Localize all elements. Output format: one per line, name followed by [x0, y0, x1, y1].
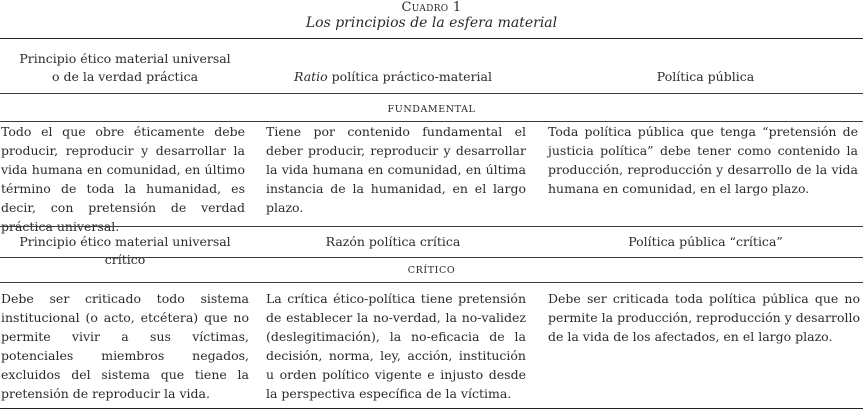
cell-principio-critico: Debe ser criticado todo sistema institucional (o acto, etcétera) que no permite vivir a sus víctimas, potenciales miembros negados, excluidos del sistema que tiene la pretensión de reproducir la vida. [1, 291, 249, 401]
header-razon-critica: Razón política crítica [325, 234, 461, 249]
rule-below-critico [0, 282, 863, 283]
header-principio-material-line2: o de la verdad práctica [51, 69, 199, 84]
top-rule [0, 38, 863, 39]
cell-politica-publica: Toda política pública que tenga “pretensión de justicia política” debe tener como contenido la producción, reproducción y desarrollo de la vida humana en comunidad, en el largo plazo. [548, 124, 858, 196]
header-ratio-rest: política práctico-material [327, 69, 492, 84]
table-title: Los principios de la esfera material [305, 15, 558, 31]
cell-politica-critica: Debe ser criticada toda política pública que no permite la producción, reproducción y desarrollo de la vida de los afectados, en el largo plazo. [548, 291, 860, 344]
header-ratio-politica [258, 68, 528, 86]
table-number: Cuadro 1 [401, 0, 462, 15]
cell-ratio-politica: Tiene por contenido fundamental el deber producir, reproducir y desarrollar la vida humana en comunidad, en última instancia de la humanidad, en el largo plazo. [266, 124, 526, 215]
cell-razon-critica: La crítica ético-política tiene pretensión de establecer la no-verdad, la no-validez (deslegitimación), la no-eficacia de la decisión, norma, ley, acción, institución u orden político vigente e injusto desde la perspectiva específica de la víctima. [266, 291, 526, 401]
header-ratio-italic: Ratio [294, 69, 328, 84]
rule-above-critico-headers [0, 226, 863, 227]
header-politica-critica: Política pública “crítica” [628, 234, 783, 249]
section-label-critico: CRÍTICO [407, 265, 456, 276]
header-principio-material-line1: Principio ético material universal [19, 51, 231, 66]
bottom-rule [0, 408, 863, 409]
header-politica-publica: Política pública [656, 69, 755, 84]
cell-principio-material: Todo el que obre éticamente debe producir, reproducir y desarrollar la vida humana en comunidad, en último término de toda la humanidad, es decir, con pretensión de verdad práctica universal. [1, 124, 245, 234]
header-principio-critico: Principio ético material universal crítico [19, 234, 231, 267]
rule-below-headers [0, 93, 863, 94]
rule-below-critico-headers [0, 257, 863, 258]
section-label-fundamental: FUNDAMENTAL [387, 104, 476, 115]
header-principio-material [0, 50, 250, 86]
